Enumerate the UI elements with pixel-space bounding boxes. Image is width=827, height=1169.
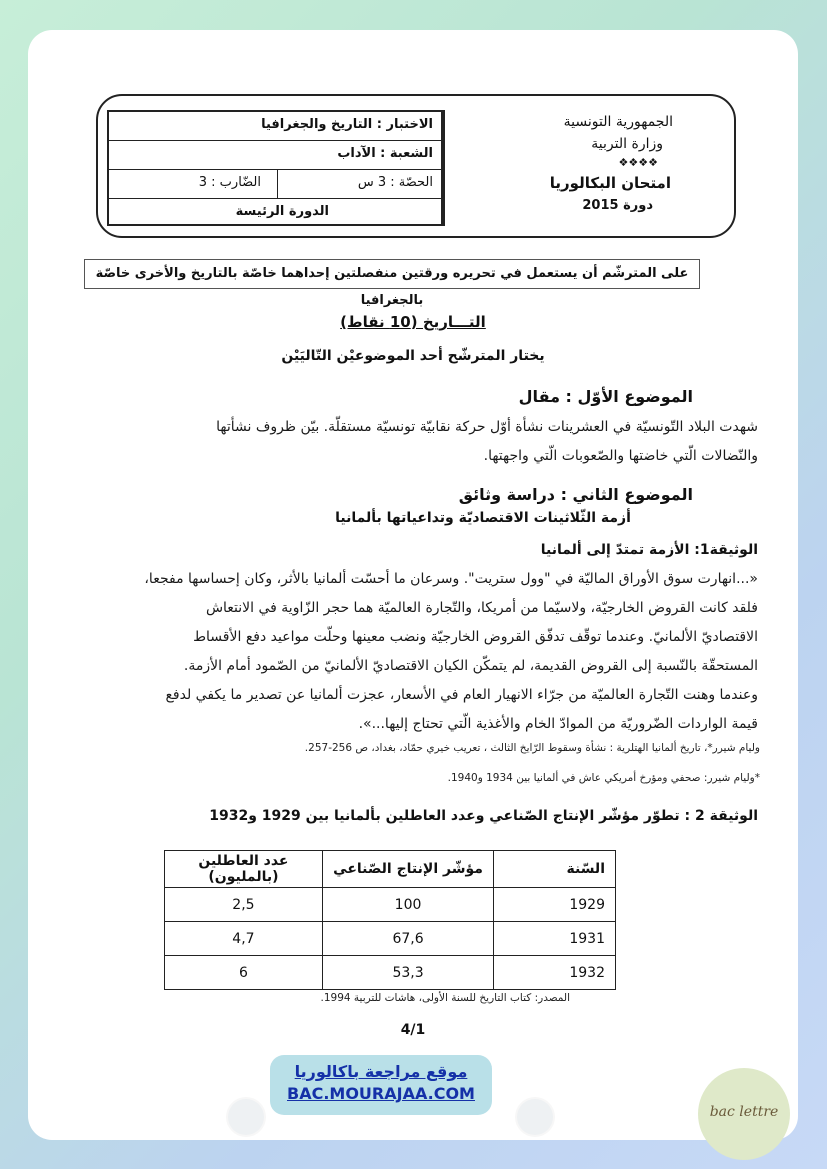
duration: الحصّة : 3 س [357, 175, 433, 190]
cell-year: 1932 [494, 956, 616, 990]
col-year: السّنة [494, 851, 616, 888]
col-unemployed: عدد العاطلين (بالمليون) [165, 851, 323, 888]
table-row [165, 888, 616, 922]
table-header-row [165, 851, 616, 888]
site-link[interactable] [270, 1055, 492, 1115]
text-line: والنّضالات الّتي خاضتها والصّعوبات الّتي واجهتها. [483, 448, 758, 464]
cell-unemployed: 6 [165, 956, 323, 990]
history-title: التـــاريخ (10 نقاط) [340, 313, 486, 331]
subject: الاختبار : التاريخ والجغرافيا [261, 117, 433, 132]
cell-unemployed: 2,5 [165, 888, 323, 922]
topic2-subtitle: أزمة الثّلاثينات الاقتصاديّة وتداعياتها بألمانيا [335, 510, 631, 526]
cell-index: 67,6 [322, 922, 493, 956]
table-row [165, 922, 616, 956]
cell-index: 53,3 [322, 956, 493, 990]
topic2-title: الموضوع الثاني : دراسة وثائق [458, 485, 693, 504]
doc1-footnote: *وليام شيرر: صحفي ومؤرخ أمريكي عاش في ألمانيا بين 1934 و1940. [447, 772, 760, 784]
exam-authority [453, 110, 713, 226]
exam-title: امتحان البكالوريا [549, 174, 671, 192]
cell-unemployed: 4,7 [165, 922, 323, 956]
history-instruction: يختار المترشّح أحد الموضوعيْن التّاليَيْن [281, 348, 545, 364]
text-line: المستحقّة بالنّسبة إلى القروض القديمة، لم يتمكّن الكيان الاقتصاديّ الألمانيّ من الصّمود أمام الأزمة. [183, 658, 758, 674]
cell-year: 1931 [494, 922, 616, 956]
coefficient: الضّارب : 3 [198, 175, 261, 190]
table-row [165, 956, 616, 990]
site-logo-icon [228, 1099, 264, 1135]
text-line: وعندما وهنت التّجارة العالميّة من جرّاء الانهيار العام في الأسعار، عجزت ألمانيا عن تصدير ما يكفي لدفع [165, 687, 758, 703]
text-line: «...انهارت سوق الأوراق الماليّة في "وول ستريت". وسرعان ما أحسّت ألمانيا بالأثر، وكان إحساسها مفجعا، [144, 571, 758, 587]
country: الجمهورية التونسية [563, 114, 673, 130]
topic1-text [68, 413, 758, 471]
doc2-title: الوثيقة 2 : تطوّر مؤشّر الإنتاج الصّناعي وعدد العاطلين بألمانيا بين 1929 و1932 [209, 808, 758, 824]
doc1-text [68, 565, 758, 739]
page-number: 4/1 [400, 1022, 426, 1038]
brand-logo: bac lettre [698, 1068, 790, 1160]
doc1-title: الوثيقة1: الأزمة تمتدّ إلى ألمانيا [540, 542, 758, 558]
exam-info-table [107, 110, 443, 226]
notice: على المترشّم أن يستعمل في تحريره ورقتين منفصلتين إحداهما خاصّة بالتاريخ والأخرى خاصّة بالجغرافيا [84, 259, 700, 289]
text-line: الاقتصاديّ الألمانيّ. وعندما توقّف تدفّق القروض الخارجيّة ونضب معينها وحلّت مواعيد دفع الأقساط [193, 629, 758, 645]
exam-header [96, 94, 736, 238]
text-line: فلقد كانت القروض الخارجيّة، ولاسيّما من أمريكا، والتّجارة العالميّة هما حجر الزّاوية في الانتعاش [205, 600, 758, 616]
site-logo-icon [517, 1099, 553, 1135]
text-line: قيمة الواردات الضّروريّة من الموادّ الخام والأغذية الّتي تحتاج إليها...». [358, 716, 758, 732]
doc2-table [164, 850, 616, 990]
site-name[interactable]: موقع مراجعة باكالوريا [294, 1062, 468, 1081]
cell-index: 100 [322, 888, 493, 922]
topic1-title: الموضوع الأوّل : مقال [518, 387, 693, 406]
text-line: شهدت البلاد التّونسيّة في العشرينات نشأة أوّل حركة نقابيّة تونسيّة مستقلّة. بيّن ظروف نشأتها [216, 419, 758, 435]
ornament-icon: ❖❖❖❖ [618, 156, 658, 169]
session-type: الدورة الرئيسة [235, 204, 329, 219]
exam-page [28, 30, 798, 1140]
cell-year: 1929 [494, 888, 616, 922]
doc1-source: وليام شيرر*، تاريخ ألمانيا الهتلرية : نشأة وسقوط الرّايخ الثالث ، تعريب خيري حمّاد، بغداد، ص 256-257. [304, 742, 760, 754]
ministry: وزارة التربية [591, 136, 663, 152]
session-year: دورة 2015 [582, 198, 653, 213]
branch: الشعبة : الآداب [337, 146, 433, 161]
doc2-source: المصدر: كتاب التاريخ للسنة الأولى، هاشات للتربية 1994. [320, 992, 570, 1004]
col-production-index: مؤشّر الإنتاج الصّناعي [322, 851, 493, 888]
site-url[interactable]: BAC.MOURAJAA.COM [287, 1084, 475, 1103]
